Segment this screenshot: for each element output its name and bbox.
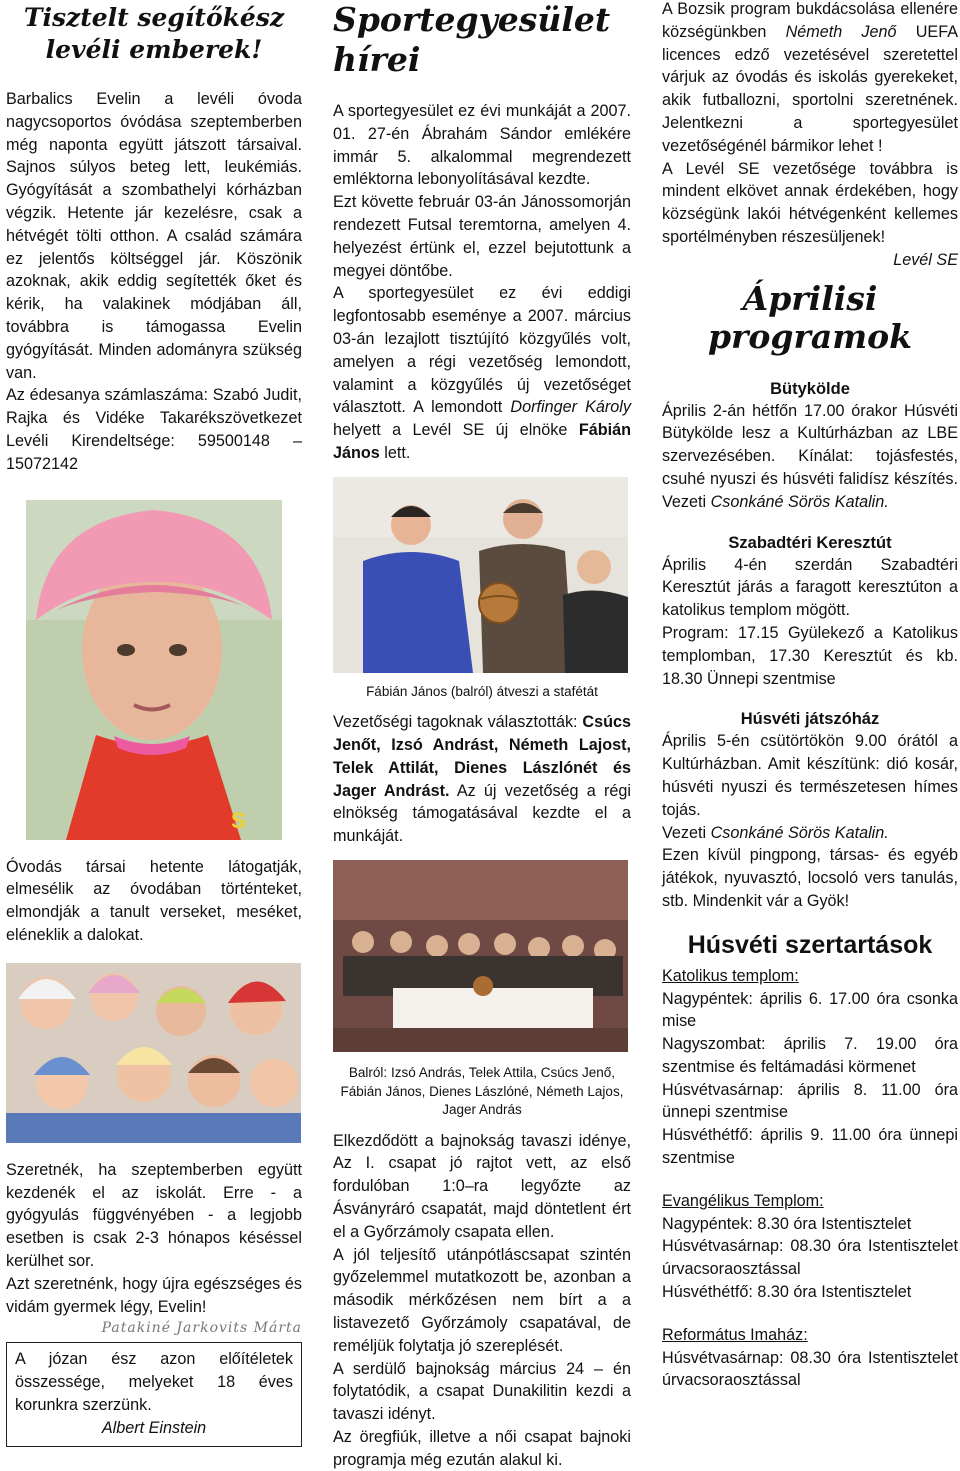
- paragraph: Óvodás társai hetente látogatják, elmesélik az óvodában történteket, elmondják a tanult verseket, meséket, eléneklik a dalokat.: [6, 857, 302, 944]
- paragraph: A sportegyesület ez évi munkáját a 2007. 01. 27-én Ábrahám Sándor emlékére immár 5. alkalommal megrendezett emléktorna lebonyolításával kezdte.: [333, 102, 631, 189]
- schedule-line: Húsvétvasárnap: 08.30 óra Istentisztelet úrvacsoraosztással: [662, 1237, 958, 1279]
- section-title-april: Áprilisi programok: [707, 278, 913, 356]
- church-heading-evangelical: Evangélikus Templom:: [662, 1191, 824, 1210]
- schedule-line: Húsvétvasárnap: április 8. 11.00 óra ünnepi szentmise: [662, 1080, 958, 1122]
- paragraph: A serdülő bajnokság március 24 – én folytatódik, a csapat Dunakilitin kezdi a tavaszi idényt.: [333, 1359, 631, 1424]
- handover-illustration: [333, 477, 628, 673]
- schedule-line: Húsvétvasárnap: 08.30 óra Istentisztelet úrvacsoraosztással: [662, 1348, 958, 1390]
- photo-girl-pink-hat: [26, 500, 282, 840]
- church-heading-reformed: Református Imaház:: [662, 1325, 808, 1344]
- photo-caption: Balról: Izsó András, Telek Attila, Csúcs Jenő, Fábián János, Dienes Lászlóné, Németh Lajos, Jager András: [340, 1065, 624, 1118]
- text-run: Vezetőségi tagoknak választották:: [333, 713, 583, 732]
- paragraph: Barbalics Evelin a levéli óvoda nagycsoportos óvódása szeptemberben még naponta együtt játszott társaival. Sajnos súlyos beteg lett, leukémiás. Gyógyítását a szombathelyi kórházban végzik. Hetente jár kezelésre, csak a hétvégét tölti otthon. A család számára ez jelentős költséggel jár. Köszönik azoknak, akik eddig segítették őket és kérik, ha valakinek módjában áll, továbbra is támogassa Evelin gyógyítását. Minden adományra szükség van.: [6, 90, 302, 382]
- text-run: Április 2-án hétfőn 17.00 órakor Húsvéti Bütykölde lesz a Kultúrházban az LBE szervezésében. Kínálat: tojásfestés, csuhé nyuszi és húsvéti falidísz készítés. Vezeti: [662, 401, 958, 511]
- schedule-line: Húsvéthétfő: 8.30 óra Istentisztelet: [662, 1283, 912, 1302]
- paragraph: Az öregfiúk, illetve a női csapat bajnoki programja még ezután alakul ki.: [333, 1427, 631, 1469]
- text-run: A sportegyesület ez évi eddigi legfontosabb eseménye a 2007. március 03-án lezajlott tisztújító közgyűlés volt, amelyen a régi vezetőség lemondott, valamint a közgyűlés új vezetőséget választott. A lemondott: [333, 284, 631, 417]
- paragraph: Azt szeretnénk, hogy újra egészséges és vidám gyermek légy, Evelin!: [6, 1274, 302, 1316]
- schedule-line: Húsvéthétfő: április 9. 11.00 óra ünnepi szentmise: [662, 1126, 958, 1168]
- photo-board-members: [333, 860, 628, 1052]
- photo-handover: [333, 477, 628, 673]
- schedule-line: Nagypéntek: április 6. 17.00 óra csonka mise: [662, 989, 958, 1031]
- group-children-illustration: [6, 963, 301, 1143]
- church-heading-catholic: Katolikus templom:: [662, 966, 799, 985]
- name-dorfinger: Dorfinger Károly: [510, 398, 631, 417]
- quote-author: Albert Einstein: [101, 1418, 207, 1437]
- paragraph: [662, 400, 958, 514]
- paragraph: [333, 282, 631, 464]
- paragraph: Ezen kívül pingpong, társas- és egyéb játékok, nyuvasztó, locsoló vers tanulás, stb. Mindenkit vár a Gyök!: [662, 846, 958, 910]
- portrait-illustration: [26, 500, 282, 840]
- schedule-line: Nagyszombat: április 7. 19.00 óra szentmise és feltámadási körmenet: [662, 1035, 958, 1076]
- schedule-line: Nagypéntek: 8.30 óra Istentisztelet: [662, 1214, 912, 1233]
- paragraph: [662, 0, 958, 158]
- organizer-name: Csonkáné Sörös Katalin.: [710, 492, 889, 511]
- paragraph: [333, 711, 631, 848]
- paragraph: Elkezdődött a bajnokság tavaszi idénye, Az I. csapat jó rajtot vett, az első fordulóban 1:0–ra legyőzte az Ásványráró csapatát, majd döntetlent ért el a Győrzámoly csapata ellen.: [333, 1131, 631, 1241]
- text-run: Vezeti: [662, 823, 711, 842]
- article-title-help: Tisztelt segítőkész levéli emberek!: [23, 3, 285, 64]
- paragraph: Ezt követte február 03-án Jánossomorján rendezett Futsal teremtorna, amelyen 4. helyezést értünk el, ezzel bejutottunk a megyei döntőbe.: [333, 193, 631, 280]
- signature-author: Patakiné Jarkovits Márta: [101, 1320, 302, 1337]
- paragraph: A Levél SE vezetősége továbbra is mindent elkövet annak érdekében, hogy községünk lakói hétvégenként kellemes sportélményben részesüljenek!: [662, 159, 958, 246]
- event-title: Szabadtéri Keresztút: [728, 533, 892, 552]
- text-run: Az új vezetőség a régi elnökség támogatásával kezdte el a munkáját.: [333, 781, 631, 846]
- svg-text:S: S: [231, 807, 246, 833]
- paragraph: Április 5-én csütörtökön 9.00 órától a Kultúrházban. Amit készítünk: dió kosár, húsvéti nyuszi és természetesen hímes tojás.: [662, 732, 958, 819]
- board-illustration: [333, 860, 628, 1052]
- paragraph: Program: 17.15 Gyülekező a Katolikus templomban, 17.30 Keresztút és kb. 18.30 Ünnepi szentmise: [662, 623, 958, 688]
- photo-classmates: [6, 963, 301, 1143]
- paragraph: Szeretnék, ha szeptemberben együtt kezdenék el az iskolát. Erre - a gyógyulás függvényében - a legjobb esetben is csak 2-3 hónapos késéssel kerülhet sor.: [6, 1160, 302, 1270]
- paragraph: [662, 822, 958, 845]
- event-title: Bütykölde: [770, 379, 850, 398]
- organizer-name: Csonkáné Sörös Katalin.: [710, 823, 889, 842]
- column-left: [6, 0, 302, 1447]
- quote-box: [6, 1342, 302, 1446]
- photo-caption: Fábián János (balról) átveszi a stafétát: [366, 683, 598, 699]
- column-right: [662, 0, 958, 1392]
- quote-text: A józan ész azon előítéletek összessége, melyeket 18 éves korunkra szerzünk.: [15, 1350, 293, 1414]
- text-run: A Bozsik program bukdácsolása ellenére községünkben: [662, 0, 958, 41]
- section-title-easter: Húsvéti szertartások: [687, 930, 933, 959]
- text-run: helyett a Levél SE új elnöke: [333, 421, 579, 440]
- name-nemeth: Németh Jenő: [785, 22, 897, 41]
- text-run: lett.: [379, 443, 411, 462]
- board-members: Csúcs Jenőt, Izsó Andrást, Németh Lajost, Telek Attilát, Dienes Lászlónét és Jager Andrást.: [333, 713, 631, 800]
- paragraph: Az édesanya számlaszáma: Szabó Judit, Rajka és Vidéke Takarékszövetkezet Levéli Kirendeltsége: 59500148 – 15072142: [6, 386, 302, 473]
- name-fabian: Fábián János: [333, 421, 631, 462]
- column-middle: [333, 0, 631, 1471]
- signature-level-se: Levél SE: [893, 250, 958, 269]
- text-run: UEFA licences edző vezetésével szeretettel várjuk az óvodás és iskolás gyerekeket, akik futballozni, sportolni szeretnének. Jelentkezni a sportegyesület vezetőségénél bármikor lehet !: [662, 22, 958, 155]
- paragraph: A jól teljesítő utánpótláscsapat szintén győzelemmel mutatkozott be, azonban a második mérkőzésen nem bírt a a listavezető Győrzámoly csapatával, de reméljük folytatja jó szereplését.: [333, 1245, 631, 1355]
- event-title: Húsvéti játszóház: [740, 710, 880, 729]
- paragraph: Április 4-én szerdán Szabadtéri Keresztút járás a faragott keresztúton a katolikus templom mögött.: [662, 555, 958, 620]
- article-title-sport: Sportegyesület hírei: [333, 0, 611, 79]
